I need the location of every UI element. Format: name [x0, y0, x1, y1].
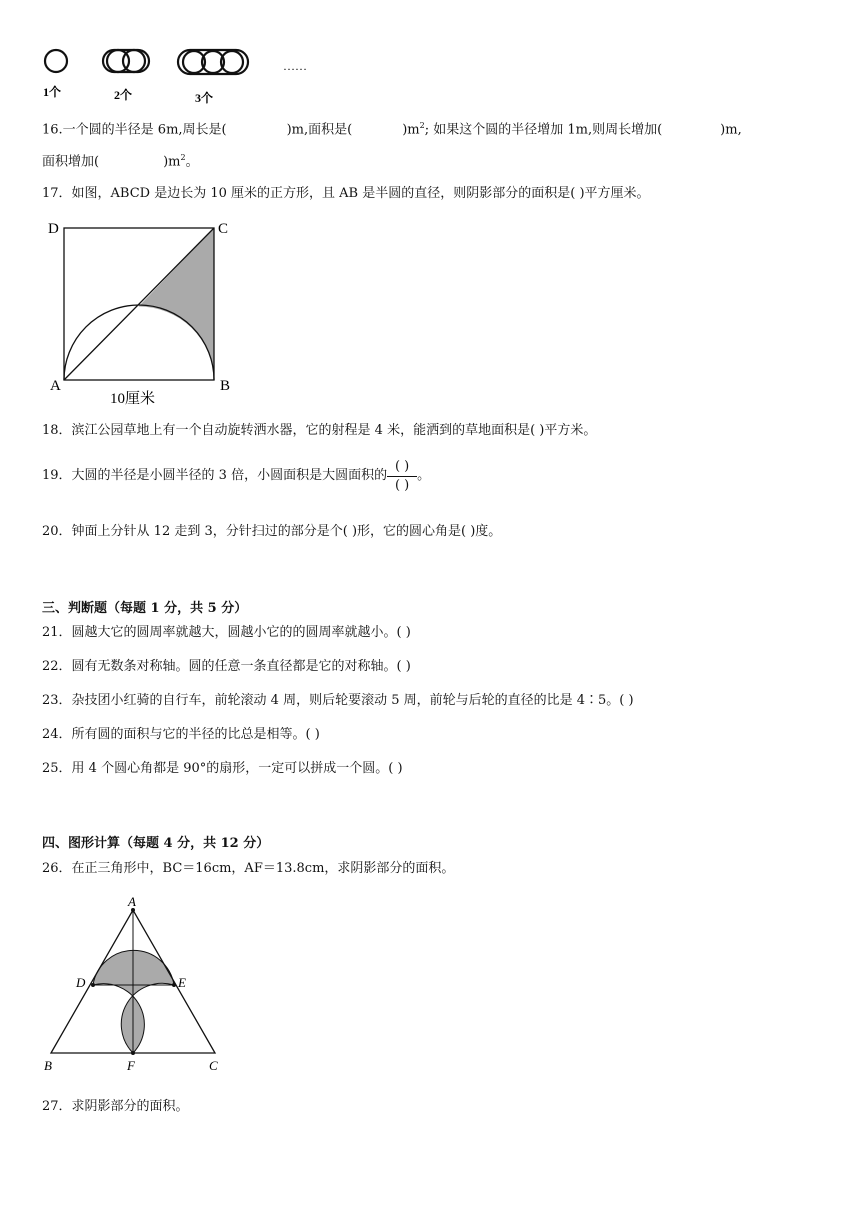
circle-label-1: 1个 — [43, 85, 62, 99]
q20-text: 20．钟面上分针从 12 走到 3，分针扫过的部分是个( )形，它的圆心角是( )度。 — [42, 524, 502, 539]
q17-text: 17．如图，ABCD 是边长为 10 厘米的正方形，且 AB 是半圆的直径，则阴影部分的面积是( )平方厘米。 — [42, 186, 650, 201]
q26-triangle-figure — [38, 895, 238, 1080]
circle-chain-1 — [45, 50, 67, 72]
q26-label-F: F — [127, 1058, 135, 1073]
q16-text-c: )m — [402, 122, 420, 138]
q18-text: 18．滨江公园草地上有一个自动旋转洒水器，它的射程是 4 米，能洒到的草地面积是( )平方米。 — [42, 423, 597, 438]
q16-sup-1: 2 — [419, 121, 425, 130]
q19-text: 19．大圆的半径是小圆半径的 3 倍，小圆面积是大圆面积的 — [42, 468, 388, 483]
section3-title: 三、判断题（每题 1 分，共 5 分） — [42, 601, 248, 616]
q16-text-d: ; 如果这个圆的半径增加 1m,则周长增加( — [424, 122, 663, 138]
q19-numerator: ( ) — [394, 459, 410, 474]
q16-line2-a: 面积增加( — [42, 154, 100, 170]
q22-text: 22．圆有无数条对称轴。圆的任意一条直径都是它的对称轴。( ) — [42, 659, 411, 674]
q17-side-label: 10厘米 — [110, 391, 156, 407]
q19-fraction — [387, 458, 417, 494]
q19-line — [42, 458, 430, 494]
circle-chain-3 — [178, 50, 248, 74]
q26-label-A: A — [128, 895, 136, 909]
q16-text-a: 16.一个圆的半径是 6m,周长是( — [42, 122, 227, 138]
q24-text: 24．所有圆的面积与它的半径的比总是相等。( ) — [42, 727, 320, 742]
section4-title: 四、图形计算（每题 4 分，共 12 分） — [42, 836, 270, 851]
ellipsis: …… — [283, 59, 307, 73]
q16-line2-sup: 2 — [180, 153, 186, 162]
circle-chain-2 — [103, 50, 149, 72]
q19-denominator: ( ) — [394, 478, 410, 493]
q21-text: 21．圆越大它的圆周率就越大，圆越小它的的圆周率就越小。( ) — [42, 625, 411, 640]
q23-text: 23．杂技团小红骑的自行车，前轮滚动 4 周，则后轮要滚动 5 周，前轮与后轮的直径的比是 4∶5。( ) — [42, 693, 634, 708]
q17-square-semicircle-figure — [42, 214, 252, 414]
q16-line2 — [42, 149, 199, 171]
q19-end: 。 — [417, 468, 431, 483]
q17-label-D: D — [48, 221, 59, 237]
circles-sequence-figure — [38, 40, 338, 110]
q16-line1 — [42, 117, 742, 139]
q26-label-B: B — [44, 1058, 52, 1073]
q26-text: 26．在正三角形中，BC＝16cm，AF＝13.8cm，求阴影部分的面积。 — [42, 861, 455, 876]
circle-label-3: 3个 — [195, 91, 214, 105]
q16-text-e: )m, — [720, 122, 742, 138]
q26-label-D: D — [76, 975, 86, 990]
q17-label-C: C — [218, 221, 229, 237]
q27-text: 27．求阴影部分的面积。 — [42, 1099, 189, 1114]
q25-text: 25．用 4 个圆心角都是 90°的扇形，一定可以拼成一个圆。( ) — [42, 761, 403, 776]
q16-line2-b: )m — [163, 154, 181, 170]
circle-label-2: 2个 — [114, 88, 133, 102]
q16-text-b: )m,面积是( — [286, 122, 353, 138]
q26-label-E: E — [178, 975, 186, 990]
q26-label-C: C — [209, 1058, 218, 1073]
q17-label-A: A — [50, 378, 61, 394]
q17-label-B: B — [220, 378, 231, 394]
q16-line2-c: 。 — [185, 154, 199, 170]
q17-shaded-region — [139, 228, 214, 380]
